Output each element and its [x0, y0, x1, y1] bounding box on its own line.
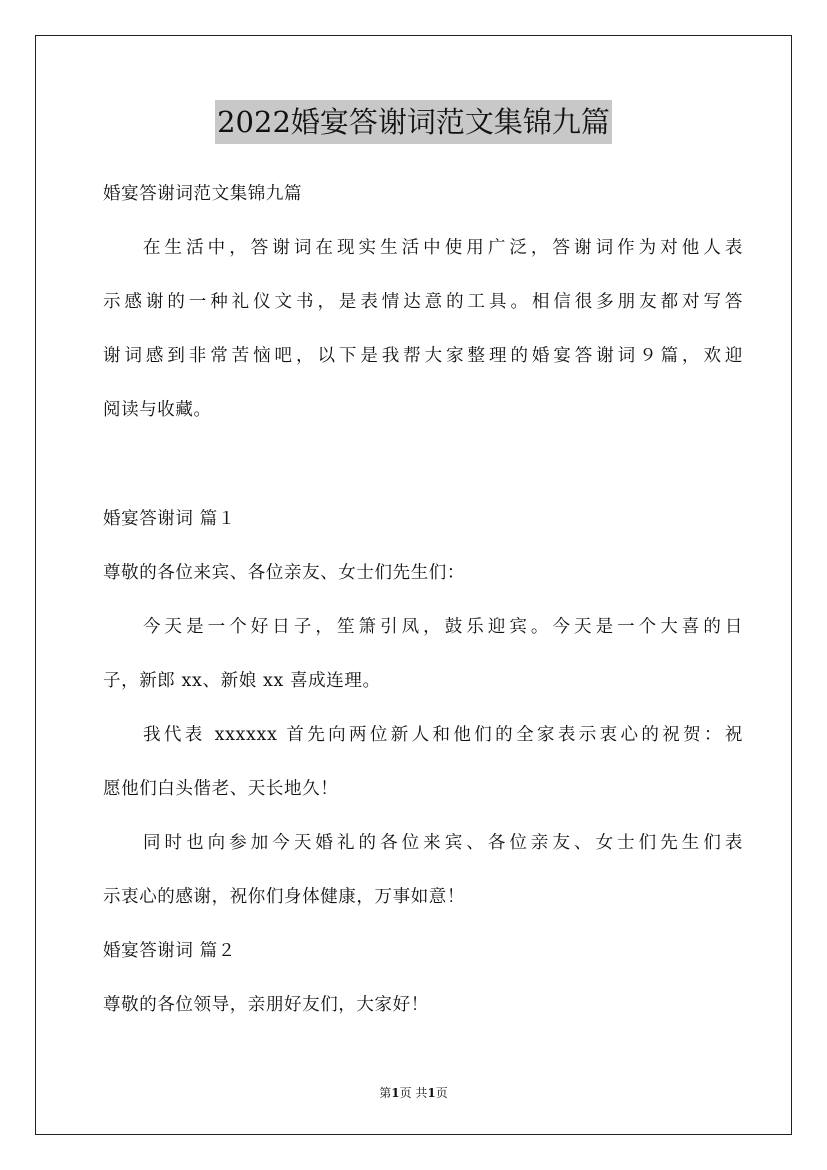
- title-container: [0, 100, 827, 144]
- page-mid: 页 共: [399, 1086, 428, 1100]
- subtitle-line: 婚宴答谢词范文集锦九篇: [103, 184, 303, 204]
- intro-paragraph-line: 阅读与收藏。: [103, 400, 212, 420]
- intro-paragraph-line: 谢词感到非常苦恼吧，以下是我帮大家整理的婚宴答谢词９篇，欢迎: [103, 346, 743, 366]
- body-paragraph-line: 我代表 xxxxxx 首先向两位新人和他们的全家表示衷心的祝贺：祝: [143, 725, 743, 745]
- page-prefix: 第: [379, 1086, 392, 1100]
- salutation-line: 尊敬的各位领导，亲朋好友们，大家好！: [103, 995, 429, 1015]
- page-current: 1: [391, 1086, 400, 1100]
- body-paragraph-line: 同时也向参加今天婚礼的各位来宾、各位亲友、女士们先生们表: [143, 833, 743, 853]
- page-total: 1: [427, 1086, 436, 1100]
- intro-paragraph-line: 示感谢的一种礼仪文书，是表情达意的工具。相信很多朋友都对写答: [103, 292, 743, 312]
- body-paragraph-line: 今天是一个好日子，笙箫引凤，鼓乐迎宾。今天是一个大喜的日: [143, 617, 743, 637]
- document-title: 2022婚宴答谢词范文集锦九篇: [215, 100, 612, 144]
- page-footer: [0, 1085, 827, 1101]
- intro-paragraph-line: 在生活中，答谢词在现实生活中使用广泛，答谢词作为对他人表: [143, 238, 743, 258]
- body-paragraph-line: 示衷心的感谢，祝你们身体健康，万事如意！: [103, 887, 465, 907]
- body-paragraph-line: 子，新郎 xx、新娘 xx 喜成连理。: [103, 671, 381, 691]
- section-heading-1: 婚宴答谢词 篇１: [103, 509, 236, 529]
- body-paragraph-line: 愿他们白头偕老、天长地久！: [103, 779, 339, 799]
- salutation-line: 尊敬的各位来宾、各位亲友、女士们先生们：: [103, 563, 465, 583]
- page-suffix: 页: [435, 1086, 448, 1100]
- section-heading-2: 婚宴答谢词 篇２: [103, 941, 236, 961]
